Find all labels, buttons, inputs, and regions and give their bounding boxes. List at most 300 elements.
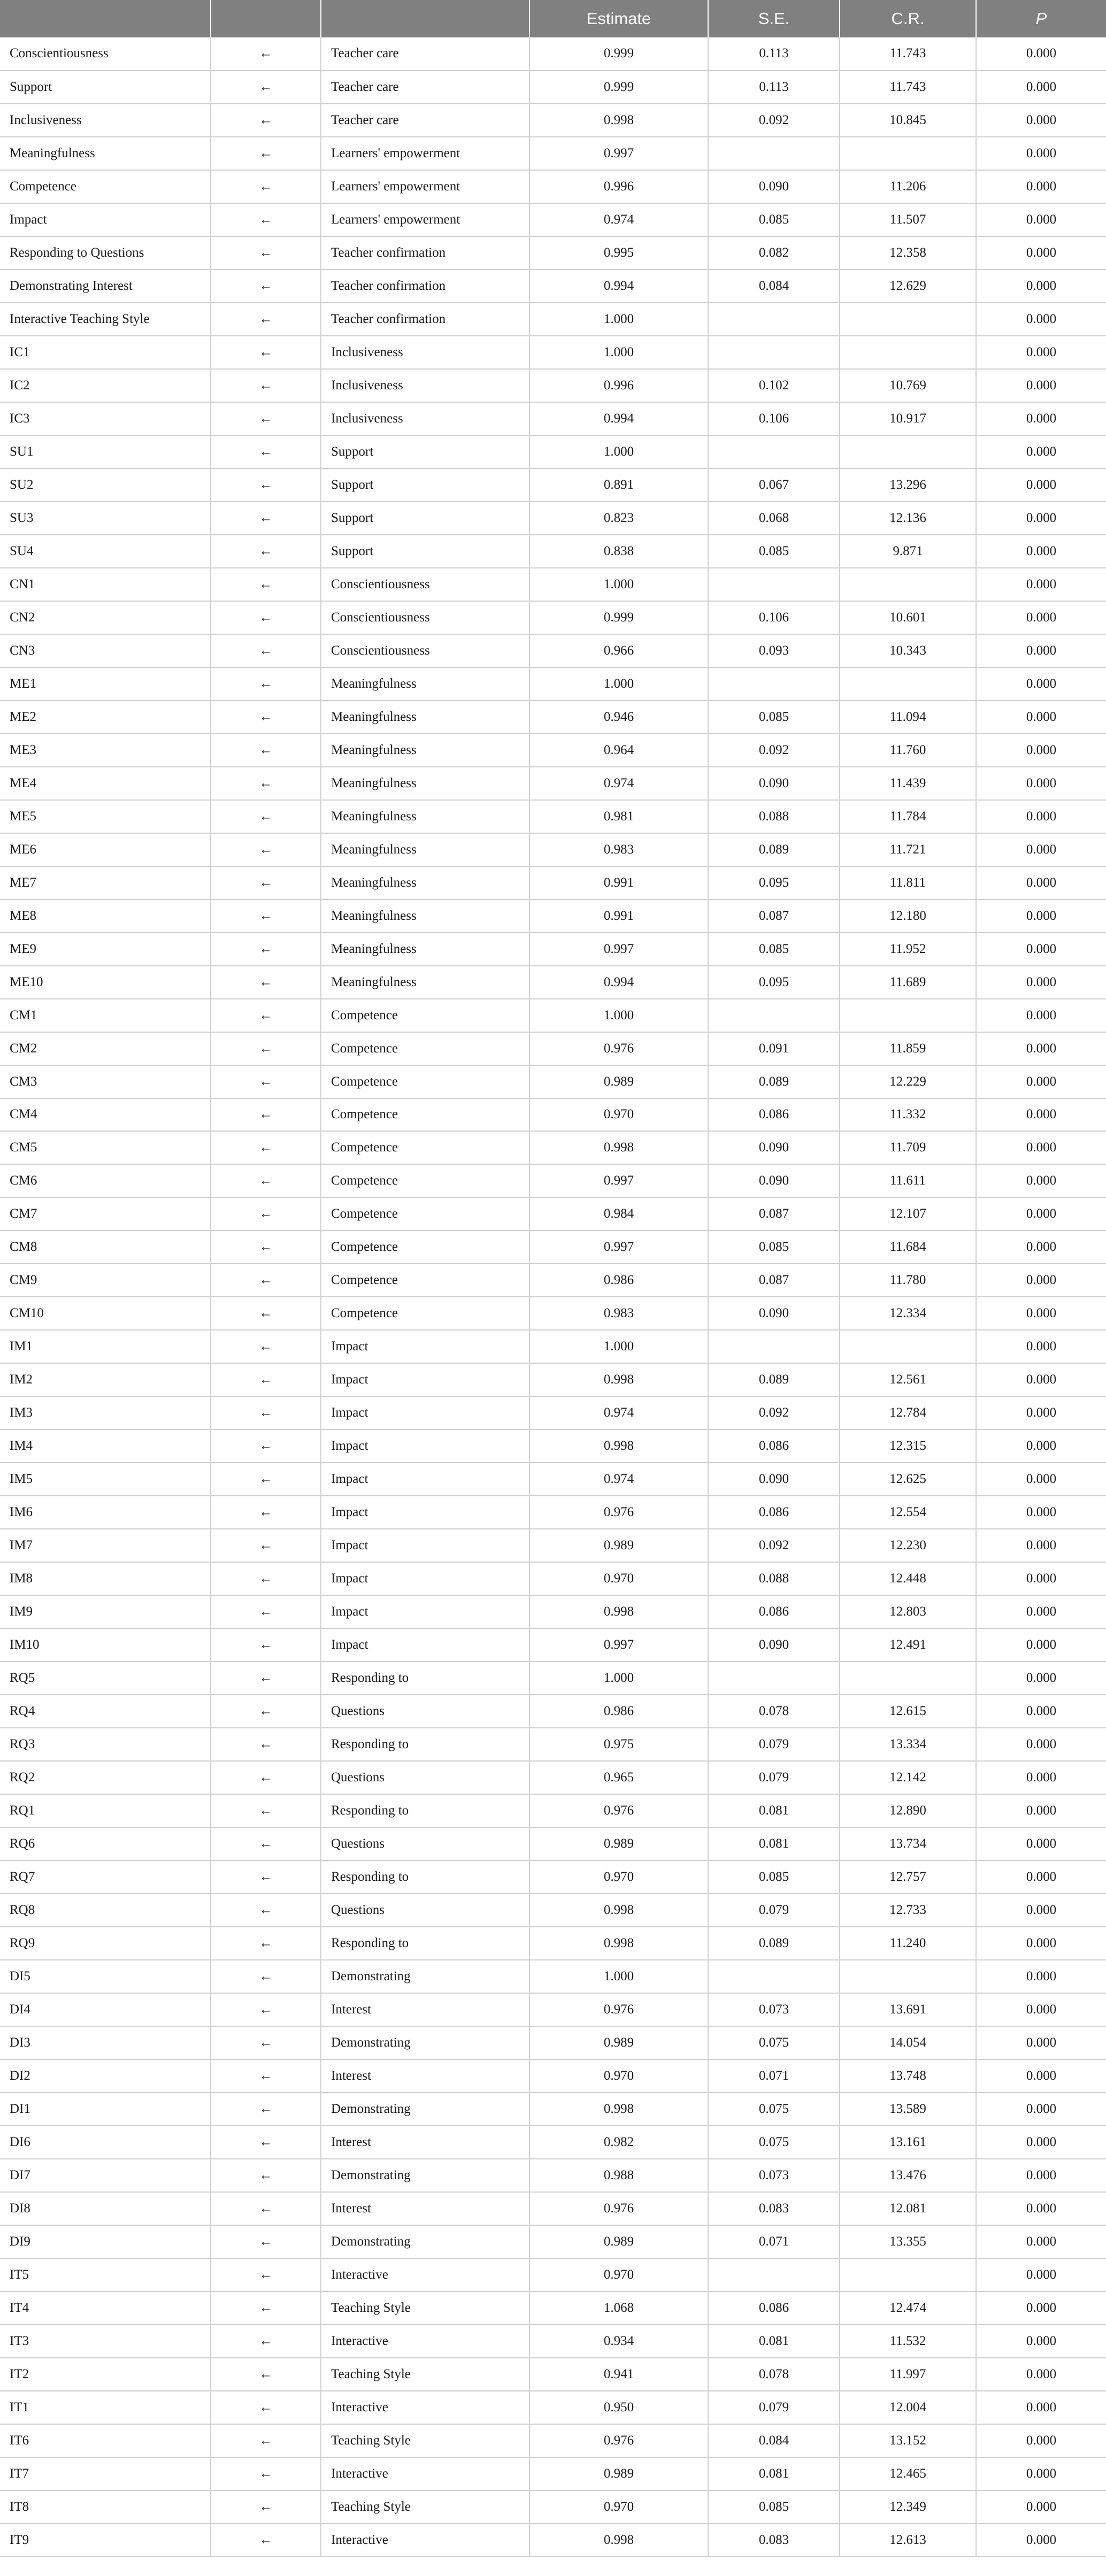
- cr-cell: 12.004: [840, 2391, 976, 2424]
- left-arrow-icon: ←: [211, 1761, 321, 1794]
- p-cell: 0.000: [976, 468, 1106, 502]
- table-row: [0, 1463, 1106, 1496]
- indicator-cell: DI4: [0, 1993, 211, 2026]
- left-arrow-icon: ←: [211, 1827, 321, 1860]
- table-row: [0, 767, 1106, 800]
- table-row: [0, 1396, 1106, 1429]
- se-cell: 0.068: [708, 502, 840, 535]
- estimate-cell: 0.989: [529, 2225, 708, 2258]
- se-cell: [708, 336, 840, 369]
- cr-cell: 12.613: [840, 2524, 976, 2557]
- estimate-cell: 0.981: [529, 800, 708, 833]
- table-row: [0, 2026, 1106, 2059]
- indicator-cell: RQ6: [0, 1827, 211, 1860]
- estimate-cell: 0.995: [529, 236, 708, 270]
- cr-cell: [840, 435, 976, 468]
- indicator-cell: IT5: [0, 2258, 211, 2292]
- se-cell: 0.090: [708, 1164, 840, 1197]
- se-cell: 0.086: [708, 1496, 840, 1529]
- se-cell: 0.095: [708, 966, 840, 999]
- header-p: P: [976, 0, 1106, 37]
- p-cell: 0.000: [976, 1496, 1106, 1529]
- se-cell: 0.085: [708, 1860, 840, 1894]
- construct-cell: Competence: [321, 1264, 529, 1297]
- p-cell: 0.000: [976, 1429, 1106, 1463]
- left-arrow-icon: ←: [211, 933, 321, 966]
- p-cell: 0.000: [976, 1662, 1106, 1695]
- estimate-cell: 1.000: [529, 435, 708, 468]
- construct-cell: Competence: [321, 1098, 529, 1132]
- indicator-cell: RQ4: [0, 1695, 211, 1728]
- se-cell: 0.084: [708, 270, 840, 303]
- estimate-cell: 0.838: [529, 535, 708, 568]
- p-cell: 0.000: [976, 2391, 1106, 2424]
- estimate-cell: 0.976: [529, 2192, 708, 2225]
- p-cell: 0.000: [976, 2059, 1106, 2093]
- se-cell: 0.083: [708, 2192, 840, 2225]
- se-cell: 0.090: [708, 767, 840, 800]
- table-row: [0, 203, 1106, 236]
- construct-cell: Demonstrating: [321, 1960, 529, 1993]
- left-arrow-icon: ←: [211, 899, 321, 933]
- table-row: [0, 2225, 1106, 2258]
- construct-cell: Competence: [321, 1297, 529, 1330]
- cr-cell: 12.081: [840, 2192, 976, 2225]
- construct-cell: Teaching Style: [321, 2292, 529, 2325]
- indicator-cell: Interactive Teaching Style: [0, 303, 211, 336]
- indicator-cell: IT3: [0, 2325, 211, 2358]
- cr-cell: 11.094: [840, 701, 976, 734]
- p-cell: 0.000: [976, 1860, 1106, 1894]
- cr-cell: 11.780: [840, 1264, 976, 1297]
- se-cell: 0.084: [708, 2424, 840, 2457]
- p-cell: 0.000: [976, 1794, 1106, 1827]
- construct-cell: Teaching Style: [321, 2424, 529, 2457]
- indicator-cell: DI2: [0, 2059, 211, 2093]
- indicator-cell: ME3: [0, 734, 211, 767]
- se-cell: 0.090: [708, 1131, 840, 1164]
- se-cell: 0.085: [708, 1231, 840, 1264]
- indicator-cell: DI7: [0, 2159, 211, 2192]
- se-cell: 0.079: [708, 1761, 840, 1794]
- p-cell: 0.000: [976, 1927, 1106, 1960]
- estimate-cell: 0.991: [529, 866, 708, 899]
- table-row: [0, 899, 1106, 933]
- p-cell: 0.000: [976, 502, 1106, 535]
- se-cell: 0.085: [708, 535, 840, 568]
- p-cell: 0.000: [976, 1231, 1106, 1264]
- table-row: [0, 170, 1106, 203]
- p-cell: 0.000: [976, 1363, 1106, 1396]
- left-arrow-icon: ←: [211, 37, 321, 71]
- cr-cell: 11.507: [840, 203, 976, 236]
- construct-cell: Interactive: [321, 2391, 529, 2424]
- left-arrow-icon: ←: [211, 1529, 321, 1562]
- p-cell: 0.000: [976, 866, 1106, 899]
- table-row: [0, 933, 1106, 966]
- cr-cell: 12.349: [840, 2490, 976, 2524]
- left-arrow-icon: ←: [211, 2490, 321, 2524]
- indicator-cell: RQ5: [0, 1662, 211, 1695]
- left-arrow-icon: ←: [211, 2292, 321, 2325]
- cr-cell: 12.180: [840, 899, 976, 933]
- cr-cell: [840, 1960, 976, 1993]
- indicator-cell: CM5: [0, 1131, 211, 1164]
- se-cell: 0.088: [708, 1562, 840, 1595]
- construct-cell: Responding to: [321, 1794, 529, 1827]
- estimate-cell: 0.970: [529, 2258, 708, 2292]
- construct-cell: Questions: [321, 1695, 529, 1728]
- estimate-cell: 0.984: [529, 1197, 708, 1231]
- table-row: [0, 137, 1106, 170]
- se-cell: [708, 137, 840, 170]
- estimate-cell: 1.000: [529, 1330, 708, 1363]
- estimate-cell: 1.000: [529, 1662, 708, 1695]
- construct-cell: Responding to: [321, 1728, 529, 1761]
- table-row: [0, 2490, 1106, 2524]
- indicator-cell: DI6: [0, 2126, 211, 2159]
- se-cell: [708, 999, 840, 1032]
- indicator-cell: RQ9: [0, 1927, 211, 1960]
- construct-cell: Learners' empowerment: [321, 203, 529, 236]
- left-arrow-icon: ←: [211, 767, 321, 800]
- cr-cell: 13.691: [840, 1993, 976, 2026]
- cr-cell: 10.769: [840, 369, 976, 402]
- cr-cell: 11.240: [840, 1927, 976, 1960]
- left-arrow-icon: ←: [211, 1429, 321, 1463]
- indicator-cell: DI5: [0, 1960, 211, 1993]
- construct-cell: Teaching Style: [321, 2358, 529, 2391]
- indicator-cell: IT6: [0, 2424, 211, 2457]
- indicator-cell: Responding to Questions: [0, 236, 211, 270]
- p-cell: 0.000: [976, 767, 1106, 800]
- left-arrow-icon: ←: [211, 1131, 321, 1164]
- estimate-cell: 0.997: [529, 1628, 708, 1662]
- left-arrow-icon: ←: [211, 2391, 321, 2424]
- indicator-cell: IT9: [0, 2524, 211, 2557]
- indicator-cell: CM3: [0, 1065, 211, 1098]
- indicator-cell: ME10: [0, 966, 211, 999]
- estimate-cell: 0.998: [529, 2093, 708, 2126]
- indicator-cell: IC3: [0, 402, 211, 435]
- table-row: [0, 634, 1106, 667]
- construct-cell: Impact: [321, 1562, 529, 1595]
- table-row: [0, 2292, 1106, 2325]
- table-row: [0, 1860, 1106, 1894]
- cr-cell: 13.334: [840, 1728, 976, 1761]
- left-arrow-icon: ←: [211, 2457, 321, 2490]
- left-arrow-icon: ←: [211, 535, 321, 568]
- se-cell: 0.090: [708, 1297, 840, 1330]
- p-cell: 0.000: [976, 2159, 1106, 2192]
- indicator-cell: CM9: [0, 1264, 211, 1297]
- se-cell: 0.085: [708, 2490, 840, 2524]
- cr-cell: 12.491: [840, 1628, 976, 1662]
- cr-cell: 11.859: [840, 1032, 976, 1065]
- estimate-cell: 0.999: [529, 37, 708, 71]
- se-cell: 0.089: [708, 1363, 840, 1396]
- cr-cell: 12.629: [840, 270, 976, 303]
- estimate-cell: 0.986: [529, 1695, 708, 1728]
- se-cell: 0.083: [708, 2524, 840, 2557]
- se-cell: 0.067: [708, 468, 840, 502]
- estimate-cell: 0.994: [529, 966, 708, 999]
- p-cell: 0.000: [976, 2424, 1106, 2457]
- indicator-cell: Competence: [0, 170, 211, 203]
- construct-cell: Interactive: [321, 2457, 529, 2490]
- cr-cell: [840, 2258, 976, 2292]
- cr-cell: 13.161: [840, 2126, 976, 2159]
- left-arrow-icon: ←: [211, 1396, 321, 1429]
- cr-cell: 11.332: [840, 1098, 976, 1132]
- cr-cell: 11.811: [840, 866, 976, 899]
- cr-cell: 12.230: [840, 1529, 976, 1562]
- indicator-cell: Inclusiveness: [0, 104, 211, 137]
- cr-cell: 12.757: [840, 1860, 976, 1894]
- construct-cell: Teacher care: [321, 71, 529, 104]
- table-row: [0, 833, 1106, 866]
- p-cell: 0.000: [976, 667, 1106, 701]
- left-arrow-icon: ←: [211, 1264, 321, 1297]
- estimate-cell: 0.998: [529, 1927, 708, 1960]
- p-cell: 0.000: [976, 701, 1106, 734]
- se-cell: 0.081: [708, 1794, 840, 1827]
- construct-cell: Competence: [321, 1197, 529, 1231]
- cr-cell: 11.709: [840, 1131, 976, 1164]
- p-cell: 0.000: [976, 2358, 1106, 2391]
- cr-cell: 12.784: [840, 1396, 976, 1429]
- left-arrow-icon: ←: [211, 2126, 321, 2159]
- p-cell: 0.000: [976, 71, 1106, 104]
- table-row: [0, 1894, 1106, 1927]
- indicator-cell: IC2: [0, 369, 211, 402]
- p-cell: 0.000: [976, 1065, 1106, 1098]
- cr-cell: 11.743: [840, 37, 976, 71]
- left-arrow-icon: ←: [211, 966, 321, 999]
- cr-cell: 10.917: [840, 402, 976, 435]
- p-cell: 0.000: [976, 369, 1106, 402]
- left-arrow-icon: ←: [211, 1562, 321, 1595]
- left-arrow-icon: ←: [211, 1894, 321, 1927]
- estimate-cell: 1.000: [529, 667, 708, 701]
- p-cell: 0.000: [976, 1628, 1106, 1662]
- estimate-cell: 0.946: [529, 701, 708, 734]
- table-row: [0, 1794, 1106, 1827]
- table-row: [0, 535, 1106, 568]
- construct-cell: Meaningfulness: [321, 833, 529, 866]
- se-cell: 0.088: [708, 800, 840, 833]
- cr-cell: [840, 137, 976, 170]
- estimate-cell: 0.974: [529, 1396, 708, 1429]
- cr-cell: 13.748: [840, 2059, 976, 2093]
- p-cell: 0.000: [976, 2026, 1106, 2059]
- left-arrow-icon: ←: [211, 2059, 321, 2093]
- left-arrow-icon: ←: [211, 502, 321, 535]
- table-row: [0, 1098, 1106, 1132]
- estimate-cell: 0.975: [529, 1728, 708, 1761]
- estimate-cell: 0.982: [529, 2126, 708, 2159]
- left-arrow-icon: ←: [211, 336, 321, 369]
- estimate-cell: 0.989: [529, 2026, 708, 2059]
- estimate-cell: 0.966: [529, 634, 708, 667]
- left-arrow-icon: ←: [211, 2026, 321, 2059]
- table-row: [0, 1032, 1106, 1065]
- estimate-cell: 0.970: [529, 2059, 708, 2093]
- estimate-cell: 0.998: [529, 1363, 708, 1396]
- construct-cell: Meaningfulness: [321, 933, 529, 966]
- construct-cell: Teacher confirmation: [321, 270, 529, 303]
- left-arrow-icon: ←: [211, 2258, 321, 2292]
- indicator-cell: ME6: [0, 833, 211, 866]
- estimate-cell: 0.998: [529, 1131, 708, 1164]
- estimate-cell: 0.999: [529, 71, 708, 104]
- cr-cell: 10.343: [840, 634, 976, 667]
- table-row: [0, 2258, 1106, 2292]
- left-arrow-icon: ←: [211, 568, 321, 601]
- construct-cell: Teacher confirmation: [321, 236, 529, 270]
- left-arrow-icon: ←: [211, 1065, 321, 1098]
- p-cell: 0.000: [976, 170, 1106, 203]
- left-arrow-icon: ←: [211, 2358, 321, 2391]
- cr-cell: 12.107: [840, 1197, 976, 1231]
- construct-cell: Teaching Style: [321, 2490, 529, 2524]
- se-cell: 0.086: [708, 1429, 840, 1463]
- left-arrow-icon: ←: [211, 2159, 321, 2192]
- construct-cell: Teacher care: [321, 37, 529, 71]
- table-row: [0, 1065, 1106, 1098]
- cr-cell: 12.803: [840, 1595, 976, 1628]
- table-row: [0, 336, 1106, 369]
- left-arrow-icon: ←: [211, 468, 321, 502]
- construct-cell: Questions: [321, 1761, 529, 1794]
- estimate-cell: 0.934: [529, 2325, 708, 2358]
- se-cell: 0.078: [708, 1695, 840, 1728]
- p-cell: 0.000: [976, 37, 1106, 71]
- estimate-cell: 0.891: [529, 468, 708, 502]
- table-row: [0, 667, 1106, 701]
- indicator-cell: RQ1: [0, 1794, 211, 1827]
- table-row: [0, 2424, 1106, 2457]
- p-cell: 0.000: [976, 1827, 1106, 1860]
- indicator-cell: IC1: [0, 336, 211, 369]
- estimate-cell: 0.970: [529, 2490, 708, 2524]
- table-row: [0, 402, 1106, 435]
- estimate-cell: 0.997: [529, 933, 708, 966]
- left-arrow-icon: ←: [211, 800, 321, 833]
- estimate-cell: 0.983: [529, 833, 708, 866]
- cr-cell: 11.721: [840, 833, 976, 866]
- table-row: [0, 966, 1106, 999]
- table-row: [0, 1662, 1106, 1695]
- construct-cell: Demonstrating: [321, 2026, 529, 2059]
- indicator-cell: DI9: [0, 2225, 211, 2258]
- cr-cell: 12.315: [840, 1429, 976, 1463]
- cr-cell: 12.448: [840, 1562, 976, 1595]
- se-cell: 0.090: [708, 1463, 840, 1496]
- cr-cell: 9.871: [840, 535, 976, 568]
- p-cell: 0.000: [976, 1695, 1106, 1728]
- estimate-cell: 1.068: [529, 2292, 708, 2325]
- indicator-cell: SU2: [0, 468, 211, 502]
- se-cell: 0.079: [708, 1894, 840, 1927]
- indicator-cell: CN2: [0, 601, 211, 634]
- left-arrow-icon: ←: [211, 1662, 321, 1695]
- indicator-cell: CM6: [0, 1164, 211, 1197]
- se-cell: [708, 667, 840, 701]
- left-arrow-icon: ←: [211, 1595, 321, 1628]
- p-cell: 0.000: [976, 800, 1106, 833]
- estimate-cell: 0.941: [529, 2358, 708, 2391]
- indicator-cell: IT1: [0, 2391, 211, 2424]
- cr-cell: 12.625: [840, 1463, 976, 1496]
- construct-cell: Support: [321, 468, 529, 502]
- cr-cell: 13.734: [840, 1827, 976, 1860]
- indicator-cell: CM2: [0, 1032, 211, 1065]
- se-cell: 0.113: [708, 71, 840, 104]
- construct-cell: Support: [321, 502, 529, 535]
- table-row: [0, 104, 1106, 137]
- se-cell: 0.087: [708, 1264, 840, 1297]
- left-arrow-icon: ←: [211, 2093, 321, 2126]
- se-cell: 0.086: [708, 1595, 840, 1628]
- construct-cell: Meaningfulness: [321, 966, 529, 999]
- left-arrow-icon: ←: [211, 1728, 321, 1761]
- indicator-cell: IM3: [0, 1396, 211, 1429]
- header-estimate: Estimate: [529, 0, 708, 37]
- left-arrow-icon: ←: [211, 1197, 321, 1231]
- se-cell: 0.113: [708, 37, 840, 71]
- cr-cell: [840, 336, 976, 369]
- construct-cell: Competence: [321, 999, 529, 1032]
- header-construct: [321, 0, 529, 37]
- left-arrow-icon: ←: [211, 203, 321, 236]
- p-cell: 0.000: [976, 1297, 1106, 1330]
- table-row: [0, 1695, 1106, 1728]
- cr-cell: 11.760: [840, 734, 976, 767]
- p-cell: 0.000: [976, 2192, 1106, 2225]
- left-arrow-icon: ←: [211, 1463, 321, 1496]
- estimate-cell: 0.976: [529, 1496, 708, 1529]
- cr-cell: 11.206: [840, 170, 976, 203]
- se-cell: 0.092: [708, 104, 840, 137]
- indicator-cell: IM10: [0, 1628, 211, 1662]
- estimate-cell: 0.989: [529, 2457, 708, 2490]
- left-arrow-icon: ←: [211, 999, 321, 1032]
- construct-cell: Meaningfulness: [321, 701, 529, 734]
- estimate-cell: 0.997: [529, 1164, 708, 1197]
- indicator-cell: ME7: [0, 866, 211, 899]
- p-cell: 0.000: [976, 1562, 1106, 1595]
- p-cell: 0.000: [976, 899, 1106, 933]
- se-cell: 0.081: [708, 2325, 840, 2358]
- left-arrow-icon: ←: [211, 1496, 321, 1529]
- se-cell: 0.075: [708, 2126, 840, 2159]
- construct-cell: Interest: [321, 2126, 529, 2159]
- cr-cell: [840, 568, 976, 601]
- header-row: [0, 0, 1106, 37]
- left-arrow-icon: ←: [211, 303, 321, 336]
- construct-cell: Support: [321, 435, 529, 468]
- p-cell: 0.000: [976, 1595, 1106, 1628]
- construct-cell: Impact: [321, 1363, 529, 1396]
- construct-cell: Questions: [321, 1894, 529, 1927]
- left-arrow-icon: ←: [211, 1330, 321, 1363]
- construct-cell: Meaningfulness: [321, 866, 529, 899]
- indicator-cell: DI3: [0, 2026, 211, 2059]
- indicator-cell: DI8: [0, 2192, 211, 2225]
- p-cell: 0.000: [976, 1032, 1106, 1065]
- indicator-cell: Conscientiousness: [0, 37, 211, 71]
